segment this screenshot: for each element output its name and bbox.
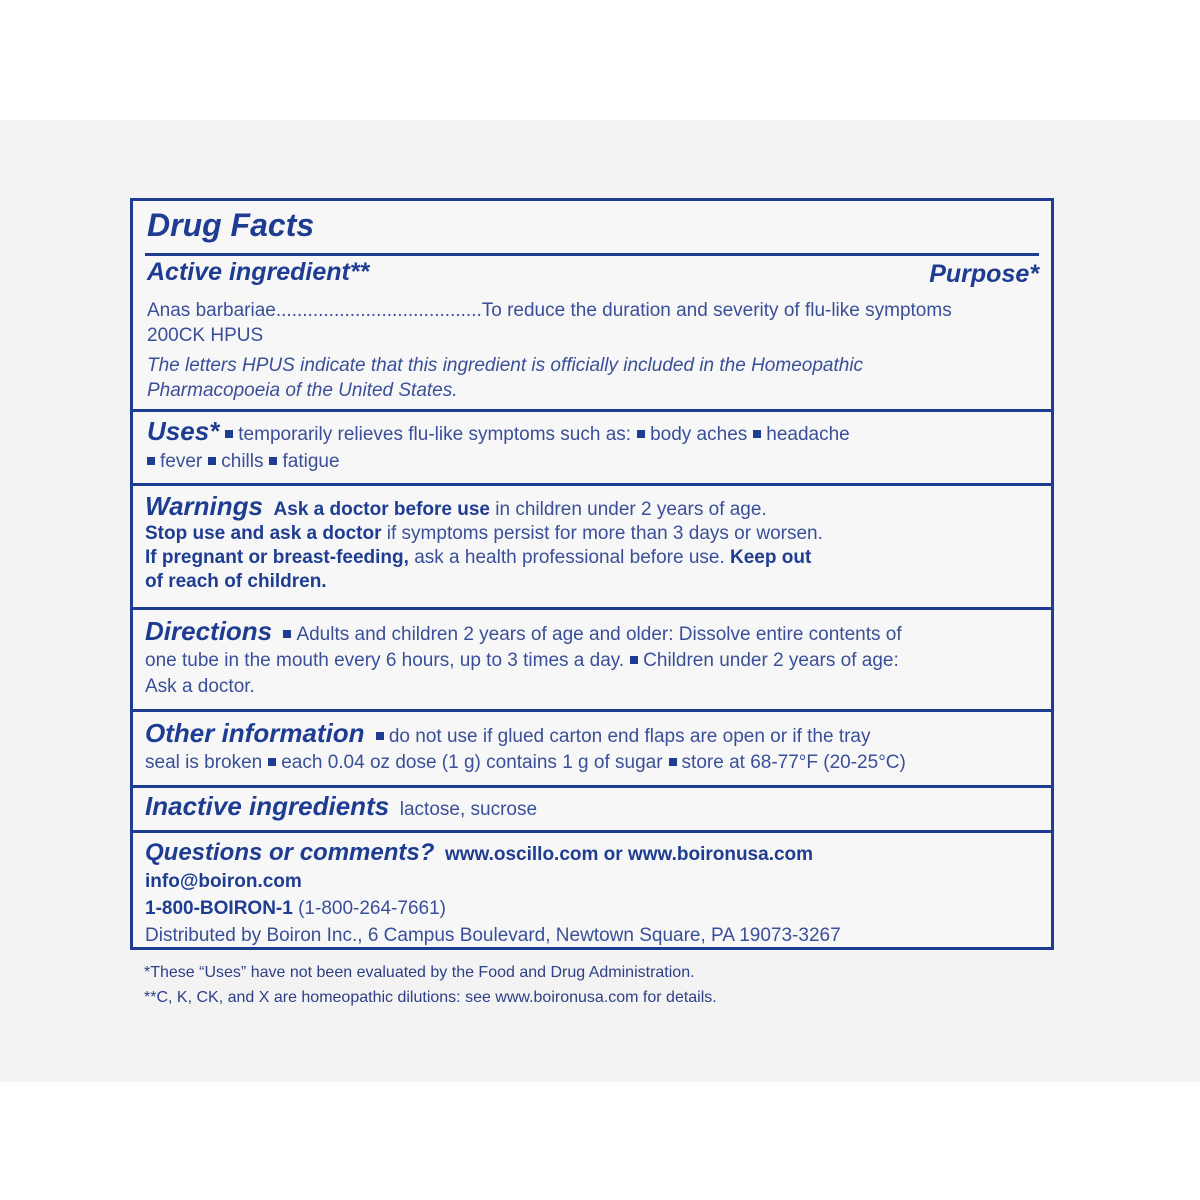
uses-item: headache [766,424,850,445]
other-item: store at 68-77°F (20-25°C) [681,752,906,773]
other-information-section [133,712,1051,788]
email-link[interactable]: info@boiron.com [145,871,302,892]
distributor-text: Distributed by Boiron Inc., 6 Campus Boulevard, Newtown Square, PA 19073-3267 [145,925,841,946]
footnotes [144,960,717,1010]
drug-facts-title: Drug Facts [147,207,315,243]
active-ingredient-section [133,256,1051,412]
bullet-icon [283,630,291,638]
ingredient-line [147,298,952,323]
bullet-icon [376,732,384,740]
other-item: each 0.04 oz dose (1 g) contains 1 g of sugar [281,752,663,773]
hpus-note: The letters HPUS indicate that this ingredient is officially included in the Homeopathic Pharmacopoeia of the United States. [147,355,864,401]
bullet-icon [630,656,638,664]
bullet-icon [225,430,233,438]
uses-text [147,418,1027,475]
phone-number: (1-800-264-7661) [292,898,446,919]
inactive-ingredients-heading: Inactive ingredients [145,791,390,821]
directions-section [133,610,1051,712]
leader-dots: ....................................... [275,300,482,321]
directions-item: one tube in the mouth every 6 hours, up to 3 times a day. [145,650,625,671]
phone-number-bold: 1-800-BOIRON-1 [145,898,293,919]
uses-item: fever [160,451,203,472]
uses-item: temporarily relieves flu-like symptoms such as: [238,424,632,445]
uses-item: fatigue [282,451,340,472]
questions-heading: Questions or comments? [145,839,435,866]
warning-text: if symptoms persist for more than 3 days or worsen. [381,523,823,544]
directions-text [145,618,1035,700]
uses-item: chills [221,451,264,472]
warnings-text [145,491,1025,594]
inactive-ingredients-section [133,788,1051,833]
warning-bold: Ask a doctor before use [273,499,490,520]
bullet-icon [147,457,155,465]
bullet-icon [208,457,216,465]
other-item: seal is broken [145,752,263,773]
directions-heading: Directions [145,616,273,646]
uses-item: body aches [650,424,748,445]
warning-bold: of reach of children. [145,571,327,592]
questions-section [133,833,1051,947]
other-information-text [145,720,1035,776]
drug-facts-panel [130,198,1054,950]
warning-text: in children under 2 years of age. [490,499,767,520]
footnote: **C, K, CK, and X are homeopathic dilutions: see www.boironusa.com for details. [144,989,717,1006]
warnings-heading: Warnings [145,491,263,521]
directions-item: Ask a doctor. [145,676,255,697]
questions-text [145,839,1035,949]
inactive-ingredients-list: lactose, sucrose [399,799,538,820]
directions-item: Children under 2 years of age: [643,650,899,671]
ingredient-name: Anas barbariae [147,300,276,321]
footnote: *These “Uses” have not been evaluated by the Food and Drug Administration. [144,964,695,981]
uses-heading: Uses* [147,416,220,446]
warning-bold: Stop use and ask a doctor [145,523,382,544]
directions-item: Adults and children 2 years of age and older: Dissolve entire contents of [296,624,902,645]
ingredient-purpose: To reduce the duration and severity of flu-like symptoms [481,300,952,321]
warning-bold: Keep out [730,547,812,568]
websites-link[interactable]: www.oscillo.com or www.boironusa.com [444,844,814,865]
bullet-icon [669,758,677,766]
inactive-ingredients-text [145,791,538,822]
warning-text: ask a health professional before use. [408,547,731,568]
uses-section [133,412,1051,486]
warning-bold: If pregnant or breast-feeding, [145,547,409,568]
other-information-heading: Other information [145,718,365,748]
bullet-icon [268,758,276,766]
other-item: do not use if glued carton end flaps are open or if the tray [388,726,871,747]
active-ingredient-heading: Active ingredient** [147,258,370,286]
bullet-icon [269,457,277,465]
ingredient-potency: 200CK HPUS [147,325,264,346]
warnings-section [133,486,1051,610]
bullet-icon [637,430,645,438]
bullet-icon [753,430,761,438]
purpose-heading: Purpose* [929,260,1039,288]
